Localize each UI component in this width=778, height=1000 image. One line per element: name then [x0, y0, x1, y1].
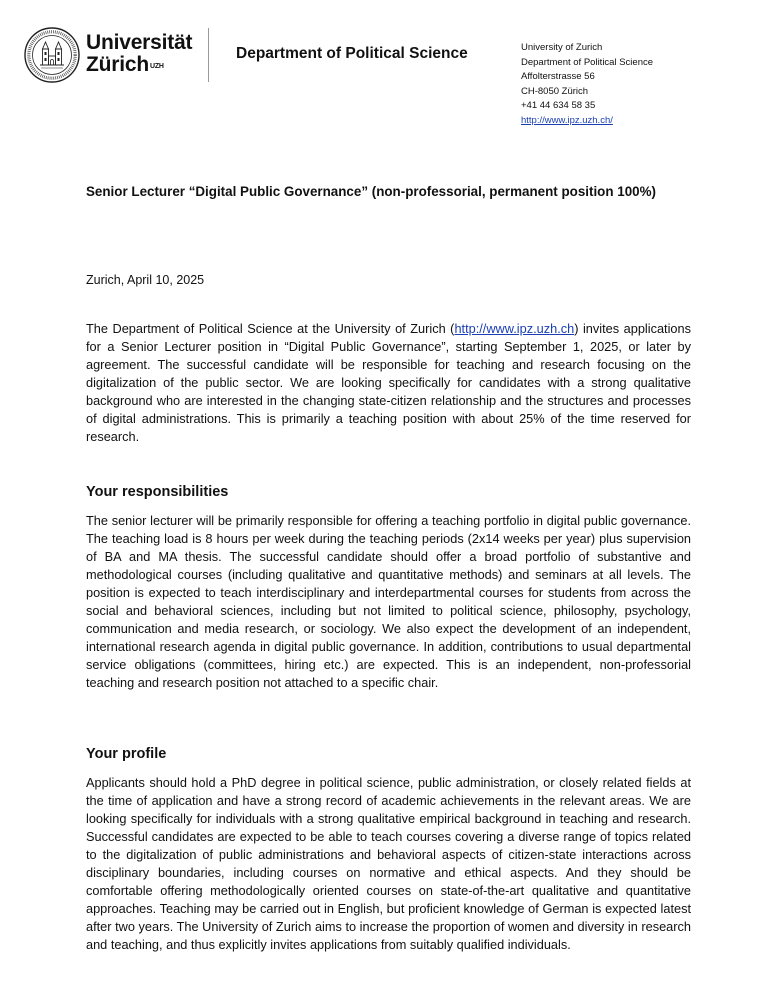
- responsibilities-heading: Your responsibilities: [86, 484, 229, 500]
- address-line-university: University of Zurich: [521, 42, 603, 53]
- responsibilities-paragraph: The senior lecturer will be primarily responsible for offering a teaching portfolio in digital public governance. The teaching load is 8 hours per week during the teaching periods (2x14 weeks per year) plus supervision of BA and MA thesis. The successful candidate should offer a broad portfolio of substantive and methodological courses (including qualitative and quantitative methods) and seminars at all levels. The position is expected to teach interdisciplinary and interdepartmental courses for students from across the social and behavioral sciences, including but not limited to political science, philosophy, psychology, communication and media research, or sociology. We also expect the development of an independent, international research agenda in digital public governance. In addition, contributions to usual departmental service obligations (committees, hiring etc.) are expected. This is an independent, non-professorial teaching and research position not attached to a specific chair.: [86, 513, 691, 690]
- address-block: [521, 41, 653, 129]
- university-name-zurich: Zürich: [86, 53, 149, 76]
- profile-heading: Your profile: [86, 746, 167, 762]
- department-header: Department of Political Science: [236, 45, 468, 62]
- document-date: Zurich, April 10, 2025: [86, 273, 205, 287]
- header-divider: [208, 28, 209, 82]
- university-wordmark: [86, 32, 192, 76]
- address-line-street: Affolterstrasse 56: [521, 71, 595, 83]
- address-phone: +41 44 634 58 35: [521, 100, 596, 112]
- address-line-city: CH-8050 Zürich: [521, 85, 589, 97]
- profile-paragraph: Applicants should hold a PhD degree in political science, public administration, or closely related fields at the time of application and have a strong record of academic achievements in the relevant areas. We are looking specifically for individuals with a strong qualitative empirical background in teaching and research. Successful candidates are expected to be able to teach courses covering a diverse range of topics related to the digitalization of public administrations and behavioral aspects of citizen-state interactions across disciplinary boundaries, including courses on normative and ethical aspects. And they should be comfortable offering methodologically oriented courses on state-of-the-art qualitative and quantitative approaches. Teaching may be carried out in English, but proficient knowledge of German is expected latest after two years. The University of Zurich aims to increase the proportion of women and diversity in research and teaching, and thus explicitly invites applications from suitably qualified individuals.: [86, 775, 691, 952]
- university-name-line1: Universität: [86, 31, 193, 54]
- address-website-link[interactable]: http://www.ipz.uzh.ch/: [521, 114, 613, 126]
- job-title: Senior Lecturer “Digital Public Governance” (non-professorial, permanent position 100%): [86, 184, 656, 199]
- intro-text-after-link: ) invites applications for a Senior Lecturer position in “Digital Public Governance”, starting September 1, 2025, or later by agreement. The successful candidate will be responsible for teaching and research focusing on the digitalization of the public sector. We are looking specifically for candidates with a strong qualitative background who are interested in the changing state-citizen relationship and the structures and processes of digital administrations. This is primarily a teaching position with about 25% of the time reserved for research.: [86, 321, 691, 444]
- intro-website-link[interactable]: http://www.ipz.uzh.ch: [454, 321, 575, 336]
- university-superscript: UZH: [149, 63, 164, 70]
- intro-paragraph: [86, 320, 691, 446]
- address-line-department: Department of Political Science: [521, 56, 654, 68]
- intro-text-before-link: The Department of Political Science at the University of Zurich (: [86, 321, 455, 336]
- university-name-line2: [86, 54, 192, 76]
- university-seal-logo: [24, 27, 80, 83]
